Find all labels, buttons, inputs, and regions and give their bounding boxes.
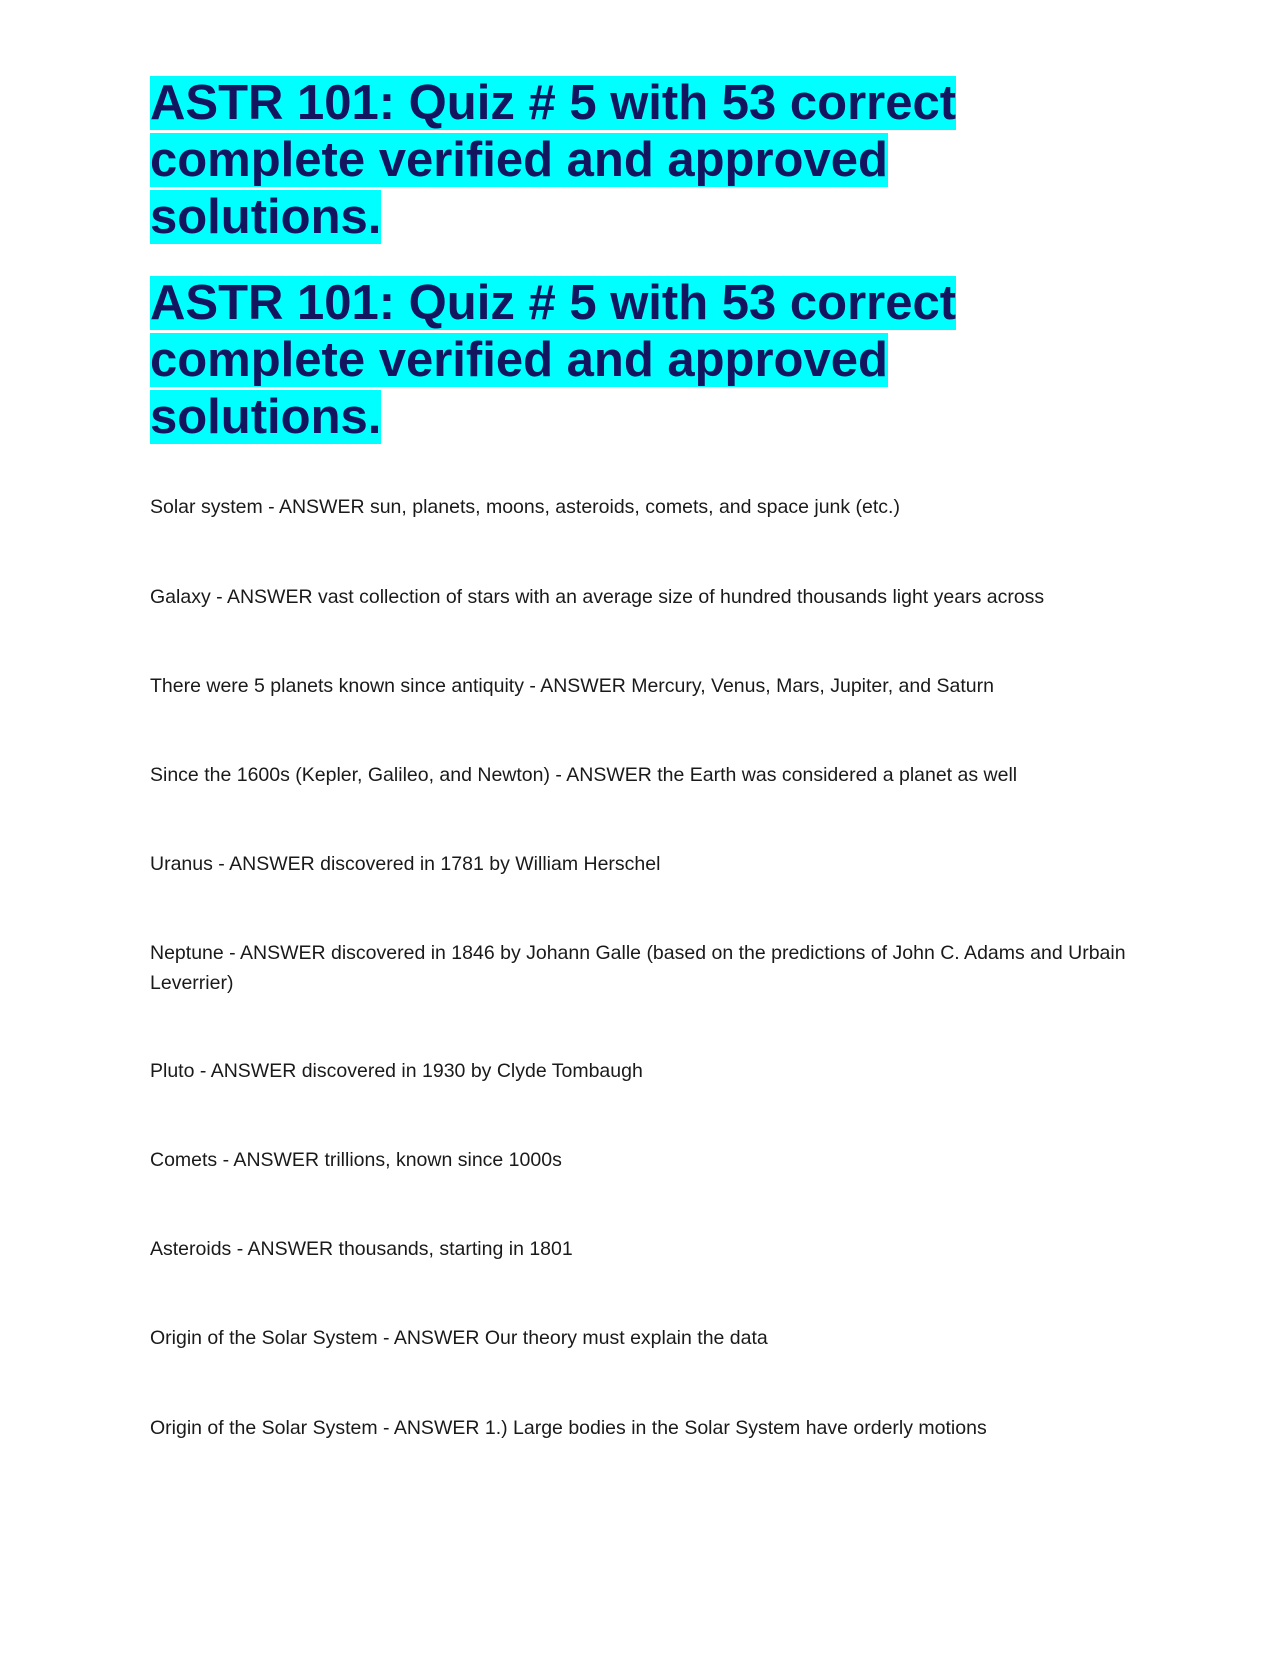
document-title-text: ASTR 101: Quiz # 5 with 53 correct complete verified and approved solutions. xyxy=(150,76,957,244)
document-title-repeat xyxy=(150,275,1050,446)
qa-entry-planets-antiquity: There were 5 planets known since antiquity - ANSWER Mercury, Venus, Mars, Jupiter, and Saturn xyxy=(150,675,994,697)
qa-entry-1600s: Since the 1600s (Kepler, Galileo, and Newton) - ANSWER the Earth was considered a planet as well xyxy=(150,764,1018,786)
qa-entry-solar-system: Solar system - ANSWER sun, planets, moons, asteroids, comets, and space junk (etc.) xyxy=(150,496,900,518)
qa-entry-neptune: Neptune - ANSWER discovered in 1846 by Johann Galle (based on the predictions of John C. Adams and Urbain Leverrier) xyxy=(150,942,1126,994)
qa-entry-comets: Comets - ANSWER trillions, known since 1000s xyxy=(150,1149,562,1171)
document-title xyxy=(150,75,1050,246)
qa-entry-asteroids: Asteroids - ANSWER thousands, starting in 1801 xyxy=(150,1238,573,1260)
document-title-repeat-text: ASTR 101: Quiz # 5 with 53 correct complete verified and approved solutions. xyxy=(150,276,957,444)
qa-entry-origin-motions: Origin of the Solar System - ANSWER 1.) Large bodies in the Solar System have orderly motions xyxy=(150,1417,987,1439)
qa-entry-pluto: Pluto - ANSWER discovered in 1930 by Clyde Tombaugh xyxy=(150,1060,643,1082)
qa-entry-origin-theory: Origin of the Solar System - ANSWER Our theory must explain the data xyxy=(150,1327,768,1349)
qa-entry-galaxy: Galaxy - ANSWER vast collection of stars with an average size of hundred thousands light years across xyxy=(150,586,1045,608)
qa-entry-uranus: Uranus - ANSWER discovered in 1781 by William Herschel xyxy=(150,853,661,875)
